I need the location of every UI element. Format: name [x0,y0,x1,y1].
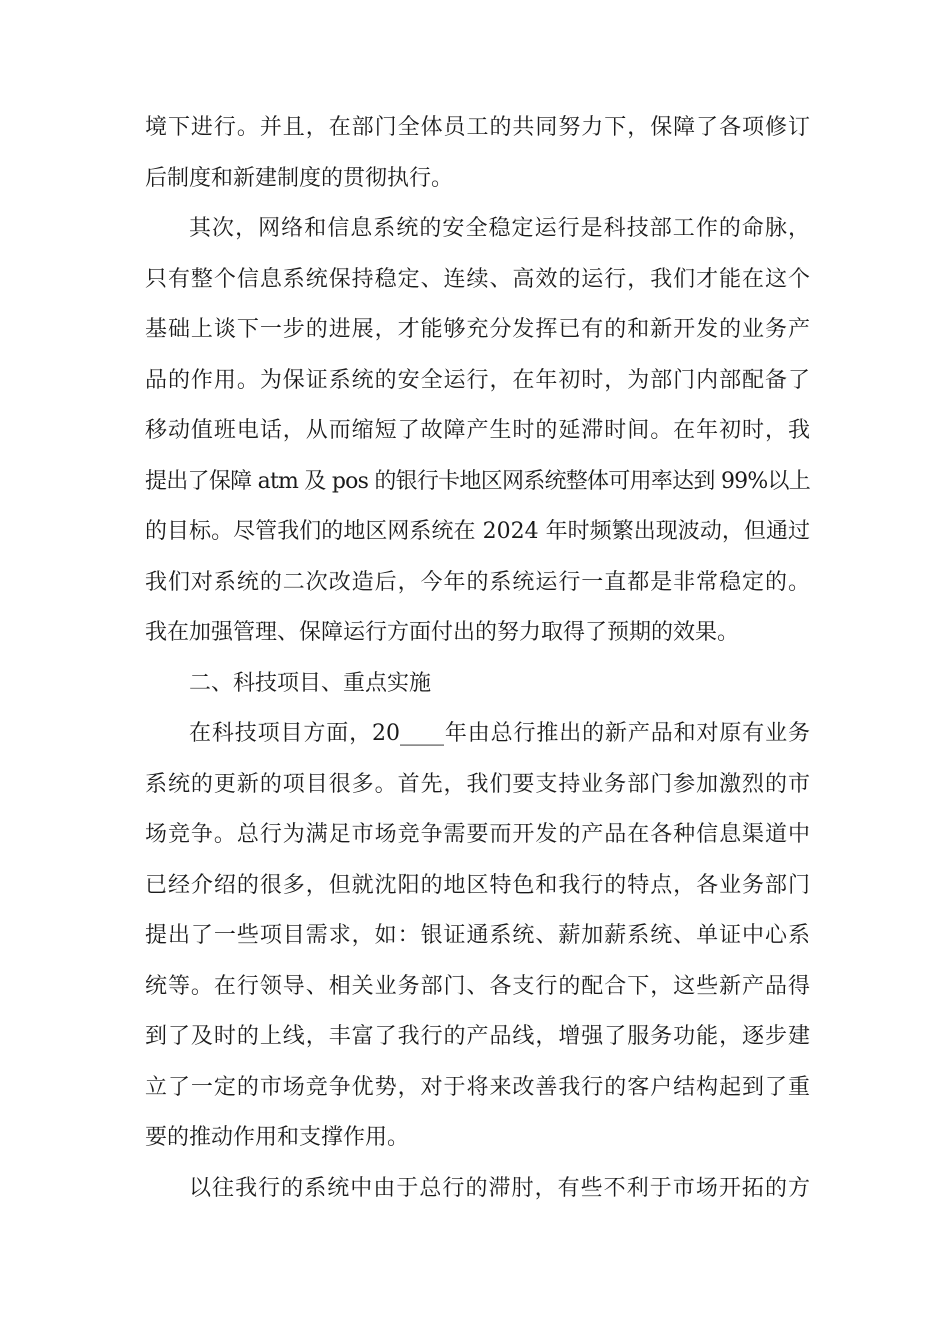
text-line: 境下进行。并且，在部门全体员工的共同努力下，保障了各项修订 [145,115,810,140]
text-line: 只有整个信息系统保持稳定、连续、高效的运行，我们才能在这个 [145,266,810,292]
text-line: 提出了保障 atm 及 pos 的银行卡地区网系统整体可用率达到 99%以上 [145,468,810,494]
text-line: 其次，网络和信息系统的安全稳定运行是科技部工作的命脉， [189,216,810,241]
text-line: 系统的更新的项目很多。首先，我们要支持业务部门参加激烈的市 [145,771,810,797]
text-line: 到了及时的上线，丰富了我行的产品线，增强了服务功能，逐步建 [145,1024,810,1049]
text-line: 在科技项目方面，20____年由总行推出的新产品和对原有业务 [189,721,810,746]
text-line: 立了一定的市场竞争优势，对于将来改善我行的客户结构起到了重 [145,1074,810,1100]
text-line: 基础上谈下一步的进展，才能够充分发挥已有的和新开发的业务产 [145,317,810,342]
text-line: 已经介绍的很多，但就沈阳的地区特色和我行的特点，各业务部门 [145,872,810,898]
text-line: 场竞争。总行为满足市场竞争需要而开发的产品在各种信息渠道中 [145,822,810,847]
text-line: 的目标。尽管我们的地区网系统在 2024 年时频繁出现波动，但通过 [145,519,810,544]
text-line: 我在加强管理、保障运行方面付出的努力取得了预期的效果。 [145,620,740,645]
text-line: 移动值班电话，从而缩短了故障产生时的延滞时间。在年初时，我 [145,418,810,443]
body-text [145,103,810,1214]
text-line: 要的推动作用和支撑作用。 [145,1125,410,1150]
section-heading: 二、科技项目、重点实施 [189,670,432,696]
text-line: 提出了一些项目需求，如：银证通系统、薪加薪系统、单证中心系 [145,923,810,948]
text-line: 我们对系统的二次改造后，今年的系统运行一直都是非常稳定的。 [145,569,810,595]
text-line: 统等。在行领导、相关业务部门、各支行的配合下，这些新产品得 [145,973,810,999]
text-line: 后制度和新建制度的贯彻执行。 [145,165,454,191]
text-line: 品的作用。为保证系统的安全运行，在年初时，为部门内部配备了 [145,367,810,393]
text-line: 以往我行的系统中由于总行的滞肘，有些不利于市场开拓的方 [189,1175,810,1201]
